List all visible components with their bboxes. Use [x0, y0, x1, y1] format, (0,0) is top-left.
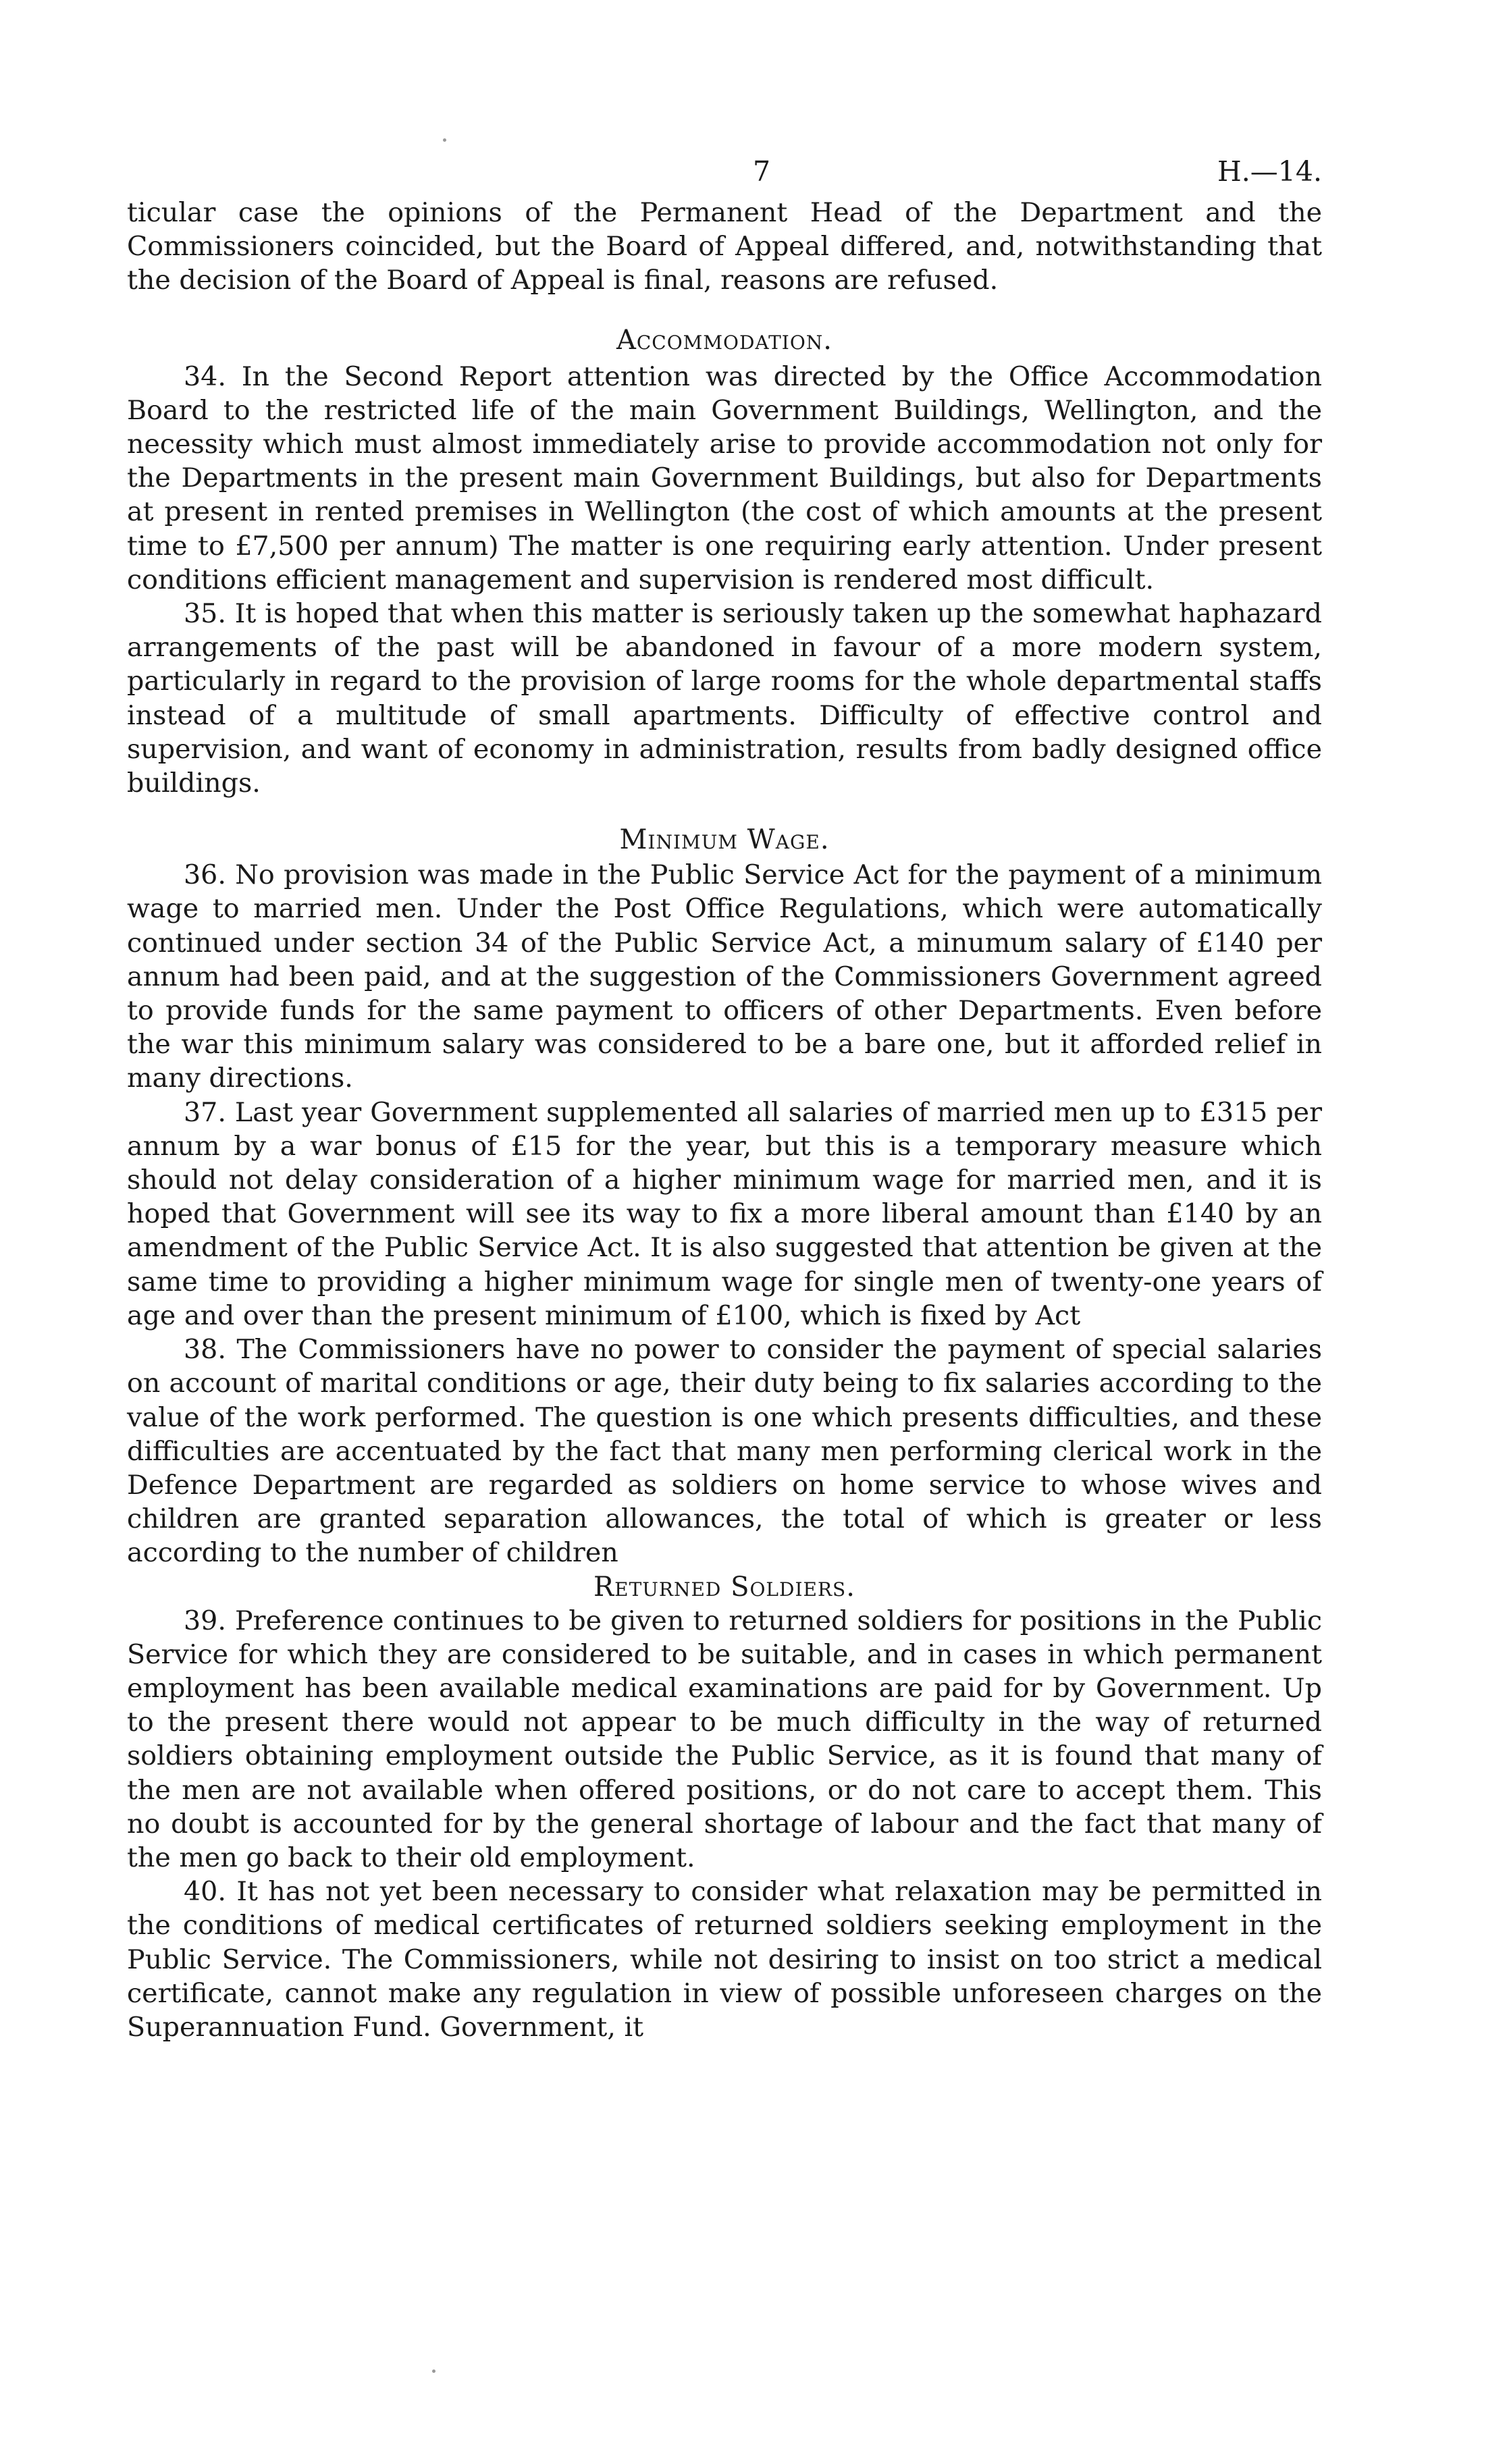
heading-returned-soldiers: Returned Soldiers. — [593, 1571, 855, 1603]
paragraph-intro: ticular case the opinions of the Permanent Head of the Department and the Commissioners coincided, but the Board of Appeal differed, and, notwithstanding that the decision of the Board of Appeal is final, reasons are refused. — [127, 197, 1322, 296]
heading-minimum-wage: Minimum Wage. — [619, 824, 830, 856]
paragraph-36: 36. No provision was made in the Public Service Act for the payment of a minimum wage to married men. Under the Post Office Regulations, which were automatically continued under section 34 of the Public Service Act, a minumum salary of £140 per annum had been paid, and at the suggestion of the Commissioners Government agreed to provide funds for the same payment to officers of other Departments. Even before the war this minimum salary was considered to be a bare one, but it afforded relief in many directions. — [127, 859, 1322, 1094]
heading-accommodation: Accommodation. — [616, 324, 833, 356]
paragraph-35: 35. It is hoped that when this matter is seriously taken up the somewhat haphazard arrangements of the past will be abandoned in favour of a more modern system, particularly in regard to the provision of large rooms for the whole departmental staffs instead of a multitude of small apartments. Difficulty of effective control and supervision, and want of economy in administration, results from badly designed office buildings. — [127, 598, 1322, 799]
paragraph-40: 40. It has not yet been necessary to consider what relaxation may be permitted in the conditions of medical certificates of returned soldiers seeking employment in the Public Service. The Commissioners, while not desiring to insist on too strict a medical certificate, cannot make any regulation in view of possible unforeseen charges on the Superannuation Fund. Government, it — [127, 1876, 1322, 2043]
scan-mark-top — [443, 138, 446, 142]
page-number: 7 — [752, 155, 771, 188]
paragraph-38: 38. The Commissioners have no power to consider the payment of special salaries on account of marital conditions or age, their duty being to fix salaries according to the value of the work performed. The question is one which presents difficulties, and these difficulties are accentuated by the fact that many men performing clerical work in the Defence Department are regarded as soldiers on home service to whose wives and children are granted separation allowances, the total of which is greater or less according to the number of children — [127, 1334, 1322, 1569]
page-header — [127, 155, 1322, 196]
document-page — [127, 155, 1322, 2044]
document-reference: H.—14. — [1217, 155, 1322, 188]
scan-mark-bottom — [432, 2369, 435, 2373]
paragraph-39: 39. Preference continues to be given to returned soldiers for positions in the Public Service for which they are considered to be suitable, and in cases in which permanent employment has been available medical examinations are paid for by Government. Up to the present there would not appear to be much difficulty in the way of returned soldiers obtaining employment outside the Public Service, as it is found that many of the men are not available when offered positions, or do not care to accept them. This no doubt is accounted for by the general shortage of labour and the fact that many of the men go back to their old employment. — [127, 1605, 1322, 1873]
paragraph-37: 37. Last year Government supplemented all salaries of married men up to £315 per annum by a war bonus of £15 for the year, but this is a temporary measure which should not delay consideration of a higher minimum wage for married men, and it is hoped that Government will see its way to fix a more liberal amount than £140 by an amendment of the Public Service Act. It is also suggested that attention be given at the same time to providing a higher minimum wage for single men of twenty-one years of age and over than the present minimum of £100, which is fixed by Act — [127, 1096, 1322, 1331]
paragraph-34: 34. In the Second Report attention was directed by the Office Accommodation Board to the restricted life of the main Government Buildings, Wellington, and the necessity which must almost immediately arise to provide accommodation not only for the Departments in the present main Government Buildings, but also for Departments at present in rented premises in Wellington (the cost of which amounts at the present time to £7,500 per annum) The matter is one requiring early attention. Under present conditions efficient management and supervision is rendered most difficult. — [127, 360, 1322, 595]
